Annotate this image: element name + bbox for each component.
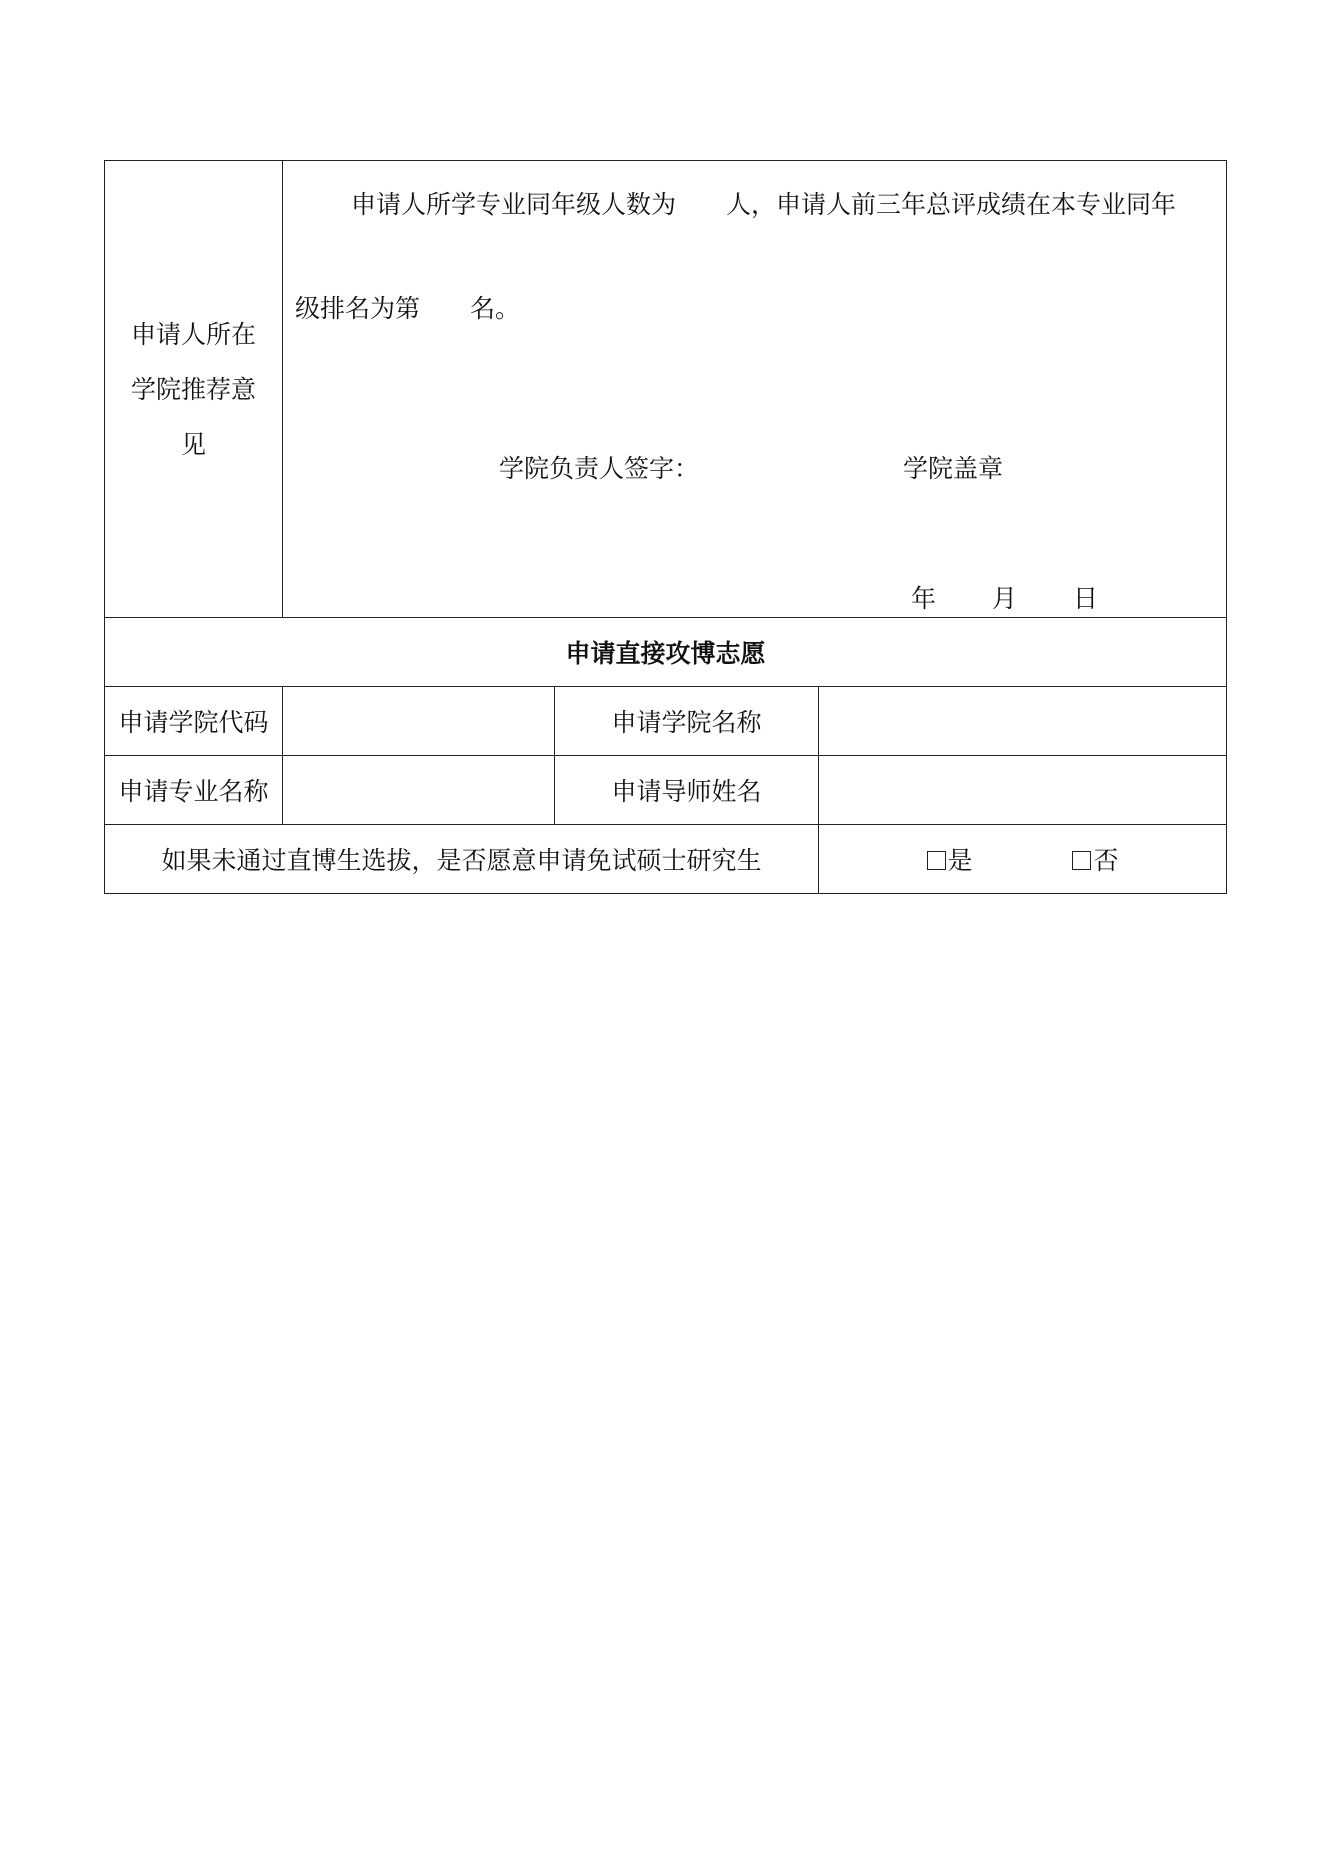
recommendation-content[interactable]: [283, 161, 1227, 618]
major-name-label: 申请专业名称: [105, 756, 283, 825]
college-code-field[interactable]: [283, 687, 555, 756]
no-label: 否: [1093, 846, 1119, 875]
supervisor-field[interactable]: [819, 756, 1227, 825]
seal-label: 学院盖章: [903, 454, 1004, 483]
wish-title: 申请直接攻博志愿: [105, 618, 1227, 687]
college-code-label: 申请学院代码: [105, 687, 283, 756]
fallback-options: [819, 825, 1227, 894]
college-name-label: 申请学院名称: [555, 687, 819, 756]
wish-title-row: [105, 618, 1227, 687]
class-size-text: 申请人所学专业同年级人数为: [351, 190, 677, 219]
recommendation-label: [105, 161, 283, 618]
date-line: [911, 579, 1098, 615]
date-day-label: 日: [1073, 584, 1099, 613]
yes-label: 是: [947, 846, 973, 875]
major-row: [105, 756, 1227, 825]
no-checkbox[interactable]: [1072, 851, 1091, 870]
class-size-sentence: [295, 185, 1218, 221]
ranking-prefix: 级排名为第: [295, 294, 421, 323]
signature-label: 学院负责人签字：: [499, 454, 700, 483]
date-year-label: 年: [911, 584, 937, 613]
college-row: [105, 687, 1227, 756]
major-name-field[interactable]: [283, 756, 555, 825]
yes-checkbox[interactable]: [927, 851, 946, 870]
fallback-row: [105, 825, 1227, 894]
ranking-text: 人，申请人前三年总评成绩在本专业同年: [726, 190, 1177, 219]
ranking-sentence: [295, 289, 1218, 325]
yes-option[interactable]: [927, 846, 973, 875]
fallback-question: 如果未通过直博生选拔，是否愿意申请免试硕士研究生: [105, 825, 819, 894]
recommendation-label-line: 见: [180, 429, 206, 459]
date-month-label: 月: [992, 584, 1018, 613]
no-option[interactable]: [1072, 846, 1118, 875]
college-name-field[interactable]: [819, 687, 1227, 756]
application-form-table: [104, 160, 1227, 894]
recommendation-label-line: 学院推荐意: [130, 374, 256, 404]
supervisor-label: 申请导师姓名: [555, 756, 819, 825]
recommendation-label-line: 申请人所在: [130, 319, 256, 349]
recommendation-row: [105, 161, 1227, 618]
ranking-suffix: 名。: [470, 294, 521, 323]
